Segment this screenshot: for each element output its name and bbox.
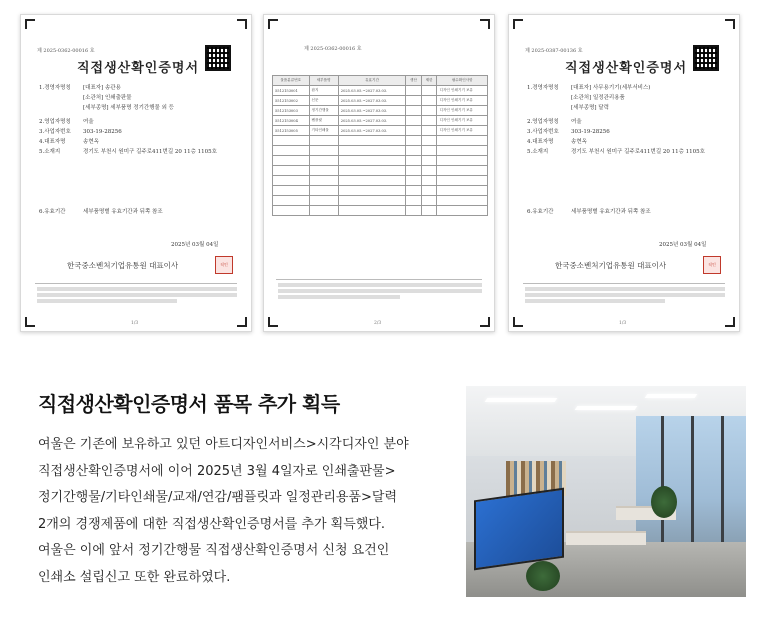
field-row: 2.영업자명칭 여울 (39, 119, 94, 125)
validity-row: 6.유효기간 세부품명별 유효기간과 뒤쪽 참조 (527, 209, 651, 215)
crop-corner (480, 317, 490, 327)
table-row (273, 206, 488, 216)
official-stamp: 직인 (215, 256, 233, 274)
table-row (273, 196, 488, 206)
document-number: 제 2025-0362-00016 호 (304, 46, 362, 52)
field-row: 4.대표자명 송현옥 (527, 139, 587, 145)
crop-corner (237, 317, 247, 327)
field-row: [소관처] 일정관리용품 (571, 95, 625, 101)
plant (651, 486, 677, 518)
table-row (273, 176, 488, 186)
crop-corner (25, 317, 35, 327)
page-number: 1/3 (131, 321, 139, 326)
crop-corner (725, 19, 735, 29)
ceiling-light (485, 398, 558, 402)
table-row: 5512153004 팸플릿 2025.03.05.~2027.03.03. 디자인 인쇄기기 보유 (273, 116, 488, 126)
ceiling-light (575, 406, 638, 410)
issuer-name: 한국중소벤처기업유통원 대표이사 (555, 261, 667, 270)
crop-corner (237, 19, 247, 29)
divider (35, 283, 237, 284)
footnote-lines (525, 287, 725, 303)
issuer-name: 한국중소벤처기업유통원 대표이사 (67, 261, 179, 270)
certificate-document-3 (508, 14, 740, 332)
plant (526, 561, 560, 591)
table-row (273, 156, 488, 166)
validity-row: 6.유효기간 세부품명별 유효기간과 뒤쪽 참조 (39, 209, 163, 215)
field-row: 4.대표자명 송현옥 (39, 139, 99, 145)
footnote-lines (37, 287, 237, 303)
certificate-document-1 (20, 14, 252, 332)
table-row: 5512153002 신문 2025.03.05.~2027.03.03. 디자인 인쇄기기 보유 (273, 96, 488, 106)
footnote-lines (278, 283, 482, 299)
document-number: 제 2025-0387-00136 호 (525, 48, 583, 54)
certificate-title: 직접생산확인증명서 (565, 61, 688, 76)
page-number: 1/3 (619, 321, 627, 326)
article-body (38, 432, 453, 591)
table-row: 5512153005 기타인쇄물 2025.03.05.~2027.03.03. 디자인 인쇄기기 보유 (273, 126, 488, 136)
field-row: 5.소재지 경기도 부천시 원미구 길주로411번길 20 11층 1105호 (527, 149, 705, 155)
field-row: [세부종명] 세부품명 정기간행물 외 등 (83, 105, 174, 111)
certificate-document-2 (263, 14, 495, 332)
field-row: [소관처] 인쇄출판물 (83, 95, 132, 101)
field-row: 1.경영자명칭 [대표자] 송관용 (39, 85, 121, 91)
body-line: 여울은 이에 앞서 정기간행물 직접생산확인증명서 신청 요건인 (38, 543, 390, 558)
divider (523, 283, 725, 284)
table-header: 세부품명 (309, 76, 338, 86)
product-table (272, 75, 488, 216)
body-line: 여울은 기존에 보유하고 있던 아트디자인서비스>시각디자인 분야 (38, 437, 409, 452)
table-header: 유효기간 (338, 76, 405, 86)
table-header: 생산 (406, 76, 422, 86)
table-header: 물품분류번호 (273, 76, 310, 86)
field-row: 3.사업자번호 303-19-28256 (39, 129, 122, 135)
crop-corner (268, 317, 278, 327)
official-stamp: 직인 (703, 256, 721, 274)
issue-date: 2025년 03월 04일 (659, 242, 707, 248)
divider (276, 279, 482, 280)
table-row: 5512153001 잡지 2025.03.05.~2027.03.03. 디자인 인쇄기기 보유 (273, 86, 488, 96)
field-row: [세부종명] 달력 (571, 105, 609, 111)
table-row (273, 186, 488, 196)
field-row: 5.소재지 경기도 부천시 원미구 길주로411번길 20 11층 1105호 (39, 149, 217, 155)
issue-date: 2025년 03월 04일 (171, 242, 219, 248)
table-header: 필수확인사항 (437, 76, 488, 86)
office-photo (466, 386, 746, 597)
crop-corner (513, 317, 523, 327)
crop-corner (25, 19, 35, 29)
article-headline: 직접생산확인증명서 품목 추가 획득 (38, 392, 340, 416)
table-header: 제한 (421, 76, 437, 86)
body-line: 인쇄소 설립신고 또한 완료하였다. (38, 569, 231, 585)
body-line: 2개의 경쟁제품에 대한 직접생산확인증명서를 추가 획득했다. (38, 516, 386, 532)
qr-code-icon (205, 45, 231, 71)
table-row (273, 136, 488, 146)
page-number: 2/3 (374, 321, 382, 326)
desk (566, 531, 646, 545)
crop-corner (268, 19, 278, 29)
ceiling-light (645, 394, 698, 398)
table-row (273, 146, 488, 156)
field-row: 2.영업자명칭 여울 (527, 119, 582, 125)
field-row: 1.경영자명칭 [대표자] 사무용기기(세부서비스) (527, 85, 651, 91)
crop-corner (480, 19, 490, 29)
qr-code-icon (693, 45, 719, 71)
table-row: 5512153003 정기간행물 2025.03.05.~2027.03.03. 디자인 인쇄기기 보유 (273, 106, 488, 116)
field-row: 3.사업자번호 303-19-28256 (527, 129, 610, 135)
crop-corner (513, 19, 523, 29)
crop-corner (725, 317, 735, 327)
display-screen (474, 488, 564, 571)
document-number: 제 2025-0362-00016 호 (37, 48, 95, 54)
certificate-title: 직접생산확인증명서 (77, 61, 200, 76)
table-row (273, 166, 488, 176)
body-line: 직접생산확인증명서에 이어 2025년 3월 4일자로 인쇄출판물> (38, 463, 396, 479)
body-line: 정기간행물/기타인쇄물/교재/연감/팸플릿과 일정관리용품>달력 (38, 490, 398, 505)
